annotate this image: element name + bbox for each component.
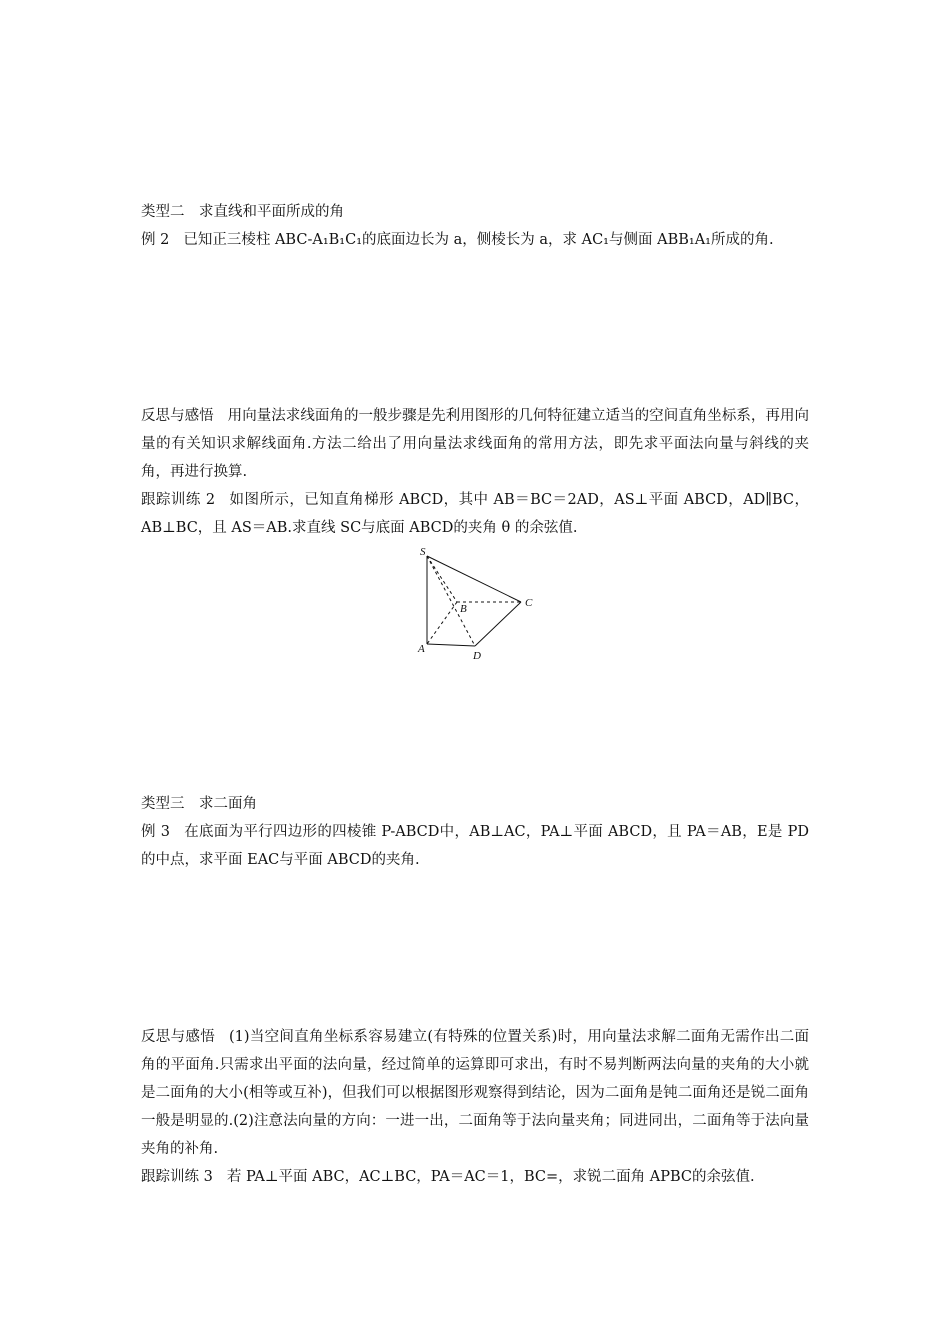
practice2-text: 如图所示，已知直角梯形 ABCD，其中 AB＝BC＝2AD，AS⊥平面 ABCD，AD∥BC，AB⊥BC，且 AS＝AB.求直线 SC与底面 ABCD的夹角 θ 的余弦值. [141,492,809,536]
edge-sc [427,556,521,602]
reflection3-block [141,1023,809,1191]
section3-heading: 类型三 求二面角 [141,796,257,812]
example2 [141,226,809,254]
example3-label: 例 3 [141,824,170,840]
reflection2-block [141,402,809,542]
trapezoid-pyramid-figure [405,542,565,662]
section2-heading: 类型二 求直线和平面所成的角 [141,204,344,220]
section3-block [141,790,809,874]
label-s: S [420,546,426,558]
practice2 [141,486,809,542]
edge-dc [475,602,521,646]
example3 [141,818,809,874]
practice3 [141,1163,809,1191]
example2-label: 例 2 [141,232,170,248]
label-b: B [460,603,467,615]
edge-ba [427,602,457,644]
reflection3 [141,1023,809,1163]
reflection2-text: 用向量法求线面角的一般步骤是先利用图形的几何特征建立适当的空间直角坐标系，再用向量的有关知识求解线面角.方法二给出了用向量法求线面角的常用方法，即先求平面法向量与斜线的夹角，再进行换算. [141,408,809,480]
label-c: C [525,597,533,609]
example2-text: 已知正三棱柱 ABC-A₁B₁C₁的底面边长为 a，侧棱长为 a，求 AC₁与侧面 ABB₁A₁所成的角. [183,232,774,248]
example3-text: 在底面为平行四边形的四棱锥 P-ABCD中，AB⊥AC，PA⊥平面 ABCD，且 PA＝AB，E是 PD的中点，求平面 EAC与平面 ABCD的夹角. [141,824,809,868]
edge-ad [427,644,475,646]
section2-block [141,198,809,254]
practice3-text: 若 PA⊥平面 ABC，AC⊥BC，PA＝AC＝1，BC=，求锐二面角 APBC的余弦值. [226,1169,755,1185]
reflection2-label: 反思与感悟 [141,408,214,424]
edge-sd [427,556,475,646]
reflection3-label: 反思与感悟 [141,1029,215,1045]
practice3-label: 跟踪训练 3 [141,1169,213,1185]
reflection3-text: (1)当空间直角坐标系容易建立(有特殊的位置关系)时，用向量法求解二面角无需作出二面角的平面角.只需求出平面的法向量，经过简单的运算即可求出，有时不易判断两法向量的夹角的大小就是二面角的大小(相等或互补)，但我们可以根据图形观察得到结论，因为二面角是钝二面角还是锐二面角一般是明显的.(2)注意法向量的方向：一进一出，二面角等于法向量夹角；同进同出，二面角等于法向量夹角的补角. [141,1029,809,1157]
label-a: A [418,643,425,655]
reflection2 [141,402,809,486]
label-d: D [473,650,481,662]
practice2-label: 跟踪训练 2 [141,492,216,508]
